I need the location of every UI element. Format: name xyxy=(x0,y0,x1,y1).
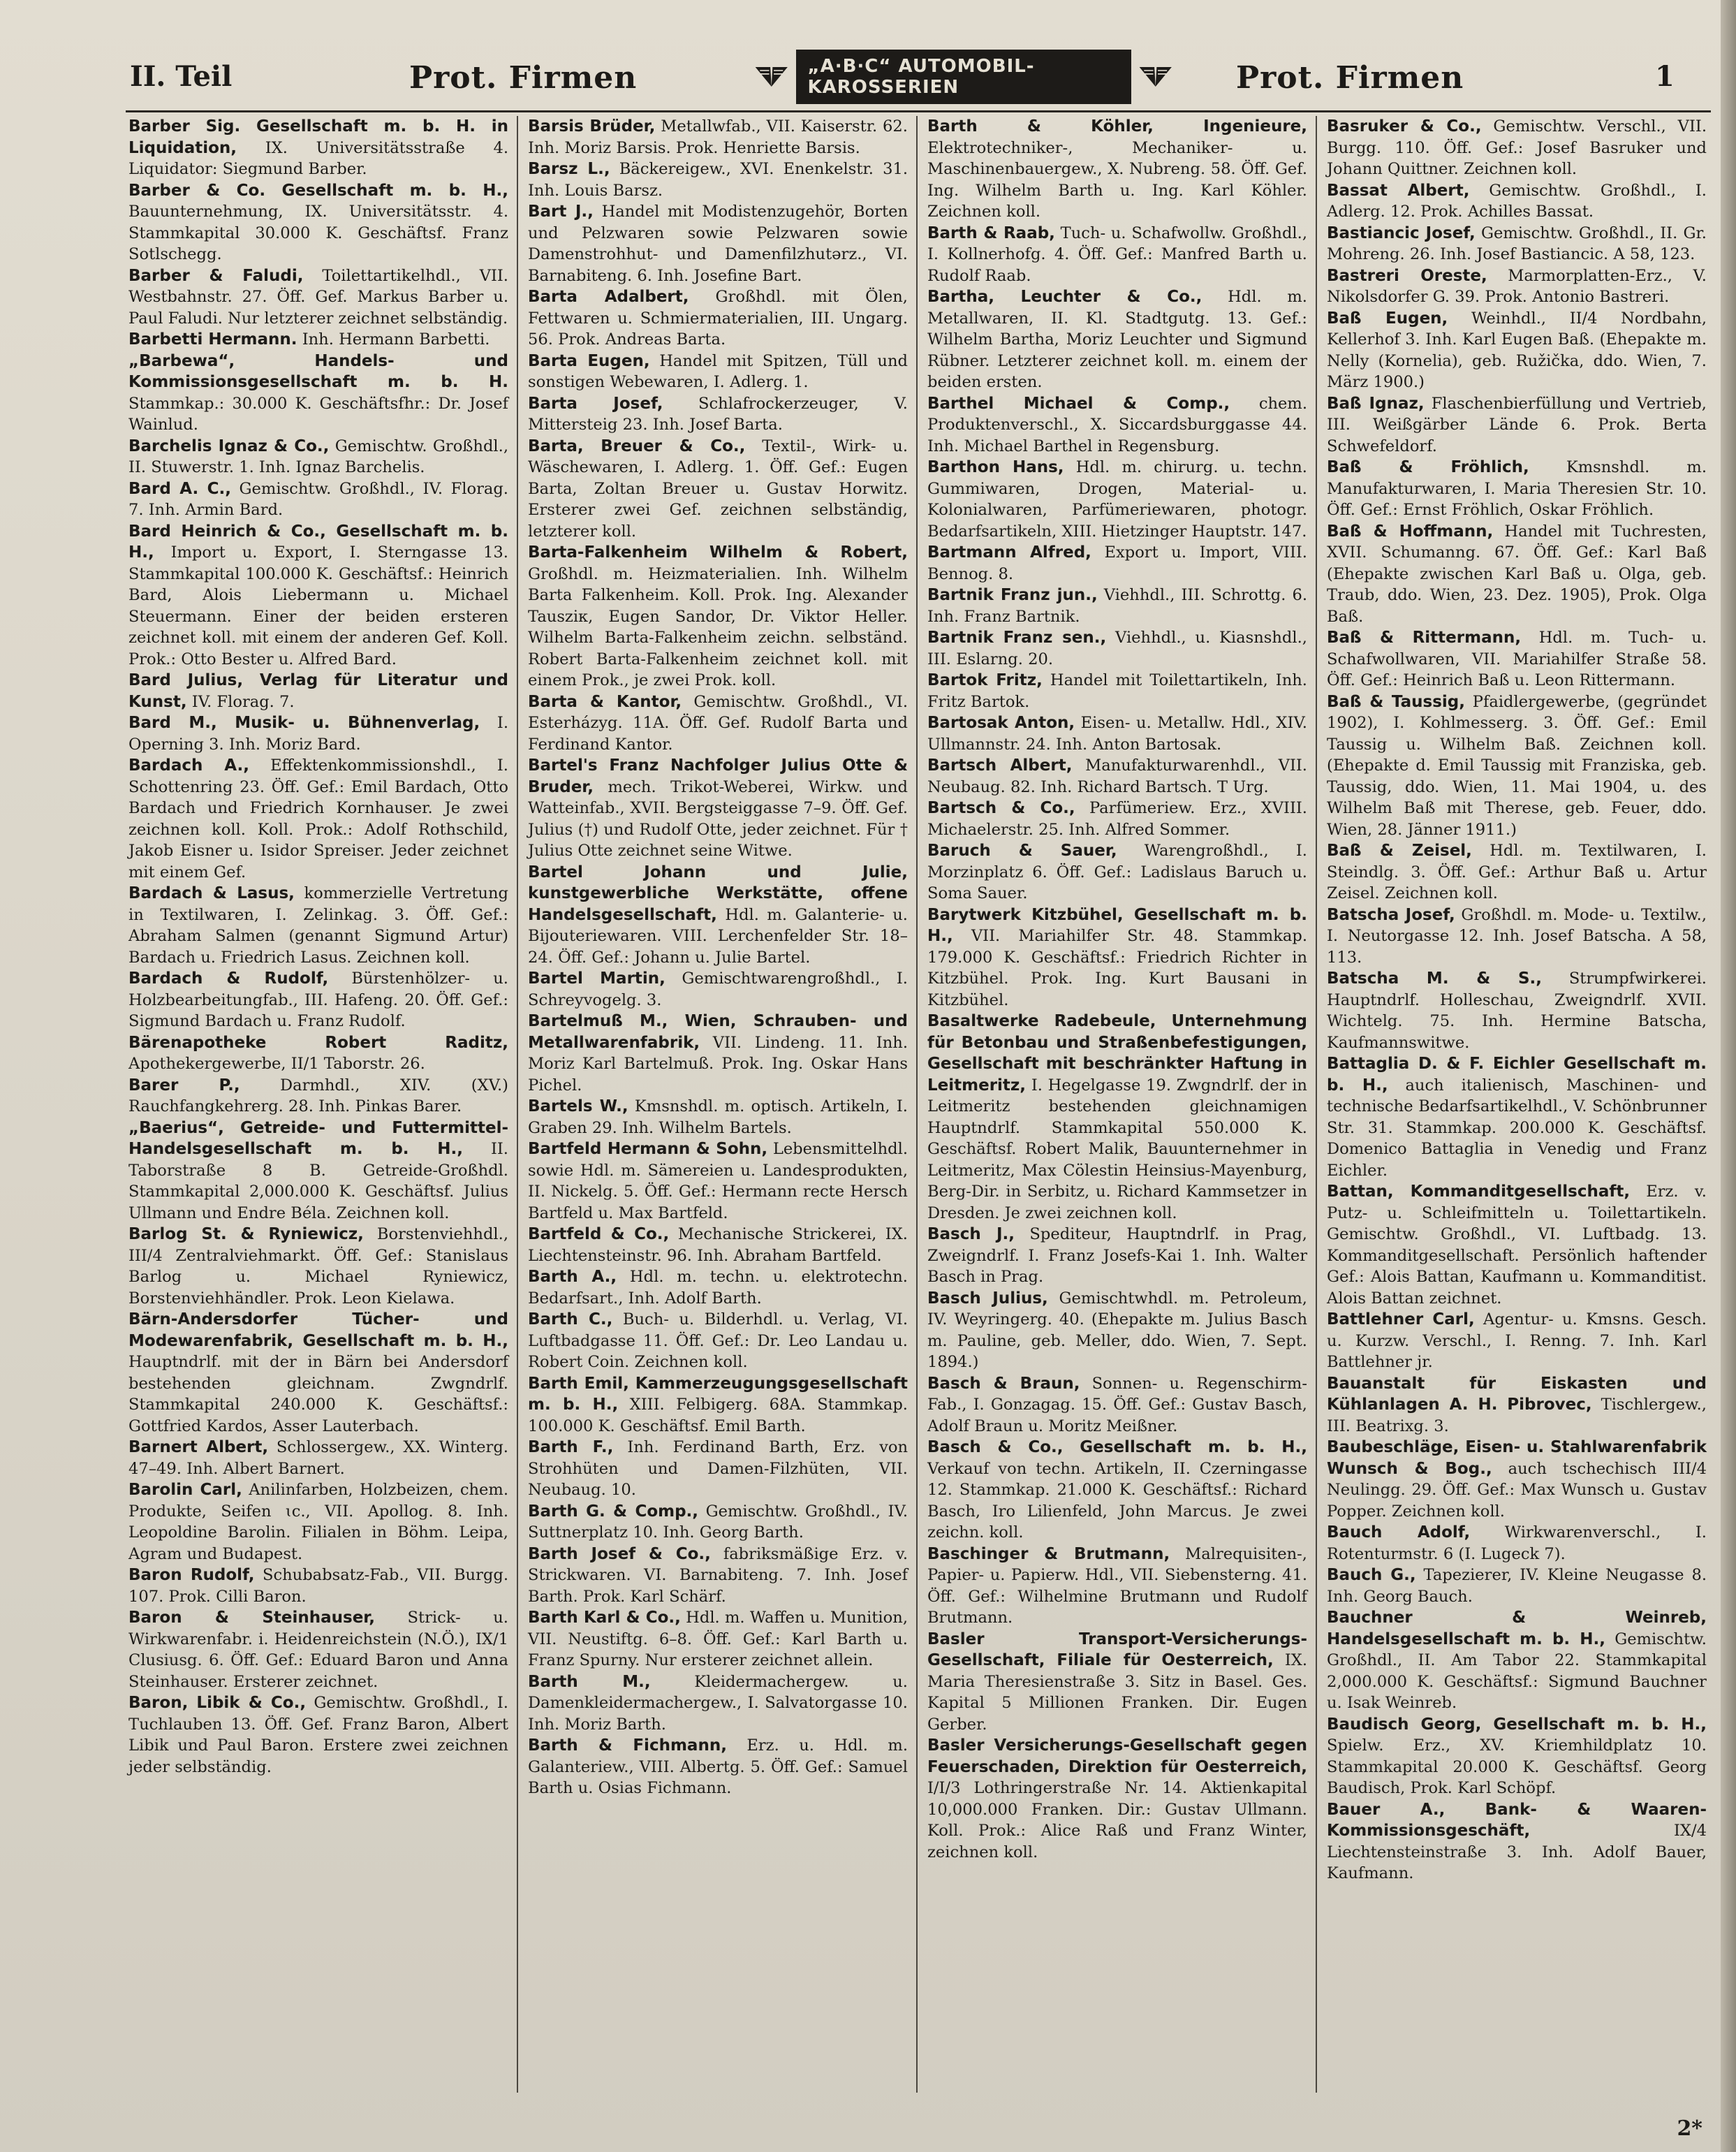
directory-entry xyxy=(128,883,508,968)
firm-details: Großhdl. m. Mode- u. Textilw., I. Neutorgasse 12. Inh. Josef Batscha. A 58, 113. xyxy=(1327,905,1707,967)
firm-name: Barth & Raab, xyxy=(927,224,1055,242)
firm-name: Barth & Fichmann, xyxy=(528,1736,727,1755)
firm-details: Wirkwarenverschl., I. Rotenturmstr. 6 (I. Lugeck 7). xyxy=(1327,1523,1707,1563)
firm-details: Flaschenbierfüllung und Vertrieb, III. Weißgärber Lände 6. Prok. Berta Schwefeldorf. xyxy=(1327,394,1707,455)
firm-details: Inh. Ferdinand Barth, Erz. von Strohhüten und Damen-Filzhüten, VII. Neubaug. 10. xyxy=(528,1438,908,1499)
firm-details: Metallwfab., VII. Kaiserstr. 62. Inh. Moriz Barsis. Prok. Henriette Barsis. xyxy=(528,117,908,157)
firm-name: Baß Ignaz, xyxy=(1327,394,1425,413)
firm-name: Bartelmuß M., Wien, Schrauben- und Metallwarenfabrik, xyxy=(528,1012,908,1052)
firm-details: Borstenviehhdl., III/4 Zentralviehmarkt. Öff. Gef.: Stanislaus Barlog u. Michael Ryniewicz, Borstenviehhändler. Prok. Leon Kielawa. xyxy=(128,1225,508,1308)
firm-name: Barthel Michael & Comp., xyxy=(927,394,1230,413)
directory-entry xyxy=(927,1224,1307,1288)
firm-name: Bartnik Franz jun., xyxy=(927,586,1098,604)
directory-entry xyxy=(1327,905,1707,969)
firm-name: Bartsch & Co., xyxy=(927,799,1075,817)
firm-details: Kmsnshdl. m. Manufakturwaren, I. Maria Theresien Str. 10. Öff. Gef.: Ernst Fröhlich, Oskar Fröhlich. xyxy=(1327,458,1707,519)
firm-name: Bastreri Oreste, xyxy=(1327,266,1487,285)
banner-text: „A·B·C“ AUTOMOBIL-KAROSSERIEN xyxy=(796,50,1132,104)
firm-details: Mechanische Strickerei, IX. Liechtensteinstr. 96. Inh. Abraham Bartfeld. xyxy=(528,1225,908,1265)
part-label: II. Teil xyxy=(130,60,233,93)
firm-name: Barthon Hans, xyxy=(927,458,1064,476)
directory-entry xyxy=(528,1266,908,1309)
firm-name: Bartnik Franz sen., xyxy=(927,629,1107,647)
firm-details: VII. Mariahilfer Str. 48. Stammkap. 179.000 K. Geschäftsf.: Friedrich Richter in Kitzbühel. Prok. Ing. Kurt Bausani in Kitzbühel. xyxy=(927,927,1307,1009)
directory-entry xyxy=(927,286,1307,393)
directory-entry xyxy=(128,968,508,1032)
firm-name: Bauanstalt für Eiskasten und Kühlanlagen A. H. Pibrovec, xyxy=(1327,1374,1707,1414)
firm-details: Hdl. m. Waffen u. Munition, VII. Neustiftg. 6–8. Öff. Gef.: Karl Barth u. Franz Spurny. Nur ersterer zeichnet allein. xyxy=(528,1609,908,1669)
firm-name: Bartfeld Hermann & Sohn, xyxy=(528,1140,768,1158)
firm-details: Manufakturwarenhdl., VII. Neubaug. 82. Inh. Richard Bartsch. T Urg. xyxy=(927,756,1307,796)
firm-name: Bard M., Musik- u. Bühnenverlag, xyxy=(128,714,480,732)
column-2 xyxy=(525,116,911,2093)
firm-details: Bäckereigew., XVI. Enenkelstr. 31. Inh. Louis Barsz. xyxy=(528,160,908,200)
firm-name: Basler Transport-Versicherungs-Gesellschaft, Filiale für Oesterreich, xyxy=(927,1630,1307,1669)
firm-name: Barchelis Ignaz & Co., xyxy=(128,437,330,455)
firm-name: Basruker & Co., xyxy=(1327,117,1482,136)
directory-entry xyxy=(128,116,508,180)
firm-details: IX. Maria Theresienstraße 3. Sitz in Basel. Ges. Kapital 5 Millionen Franken. Dir. Eugen Gerber. xyxy=(927,1651,1308,1734)
directory-entry xyxy=(927,712,1307,755)
directory-entry xyxy=(128,436,508,478)
winged-emblem-right-icon xyxy=(1138,61,1173,93)
firm-name: Bartel Johann und Julie, kunstgewerbliche Werkstätte, offene Handelsgesellschaft, xyxy=(528,863,908,924)
firm-details: Tischlergew., III. Beatrixg. 3. xyxy=(1327,1396,1707,1435)
directory-entry xyxy=(528,1437,908,1501)
directory-entry xyxy=(128,478,508,521)
firm-details: Gemischtwhdl. m. Petroleum, IV. Weyringerg. 40. (Ehepakte m. Julius Basch m. Pauline, geb. Meller, ddo. Wien, 7. Sept. 1894.) xyxy=(927,1289,1307,1371)
firm-details: Toilettartikelhdl., VII. Westbahnstr. 27. Öff. Gef. Markus Barber u. Paul Faludi. Nur letzterer zeichnet selbständig. xyxy=(128,266,508,328)
firm-details: Handel mit Tuchresten, XVII. Schumanng. 67. Öff. Gef.: Karl Baß (Ehepakte zwischen Karl Baß u. Olga, geb. Traub, ddo. Wien, 23. Dez. 1905), Prok. Olga Baß. xyxy=(1327,522,1707,626)
directory-entry xyxy=(528,159,908,201)
firm-name: Barbetti Hermann. xyxy=(128,330,297,349)
firm-name: Barolin Carl, xyxy=(128,1481,242,1499)
firm-details: I. Hegelgasse 19. Zwgndrlf. der in Leitmeritz bestehenden gleichnamigen Hauptndrlf. Stammkapital 550.000 K. Geschäftsf. Robert Malik, Bauunternehmer in Leitmeritz, Max Cölestin Heinsius-Mayenburg, Berg-Dir. in Serbitz, u. Richard Kammsetzer in Dresden. Je zwei zeichnen koll. xyxy=(927,1076,1307,1222)
firm-details: Marmorplatten-Erz., V. Nikolsdorfer G. 39. Prok. Antonio Bastreri. xyxy=(1327,266,1707,306)
directory-entry xyxy=(128,1437,508,1479)
firm-details: Warengroßhdl., I. Morzinplatz 6. Öff. Gef.: Ladislaus Baruch u. Soma Sauer. xyxy=(927,842,1307,902)
directory-entry xyxy=(528,1607,908,1671)
firm-name: Basch J., xyxy=(927,1225,1015,1243)
directory-entry xyxy=(528,201,908,286)
directory-entry xyxy=(927,1735,1307,1863)
column-1 xyxy=(126,116,511,2093)
firm-name: Bartel Martin, xyxy=(528,969,665,988)
firm-details: Bauunternehmung, IX. Universitätsstr. 4. Stammkapital 30.000 K. Geschäftsf. Franz Sotlschegg. xyxy=(128,203,508,263)
firm-name: Barta & Kantor, xyxy=(528,692,682,711)
firm-name: Basler Versicherungs-Gesellschaft gegen Feuerschaden, Direktion für Oesterreich, xyxy=(927,1736,1307,1776)
directory-entry xyxy=(528,1309,908,1373)
firm-details: I. Operning 3. Inh. Moriz Bard. xyxy=(128,714,508,754)
firm-name: Bard A. C., xyxy=(128,479,231,498)
directory-entry xyxy=(128,670,508,712)
firm-name: Basch Julius, xyxy=(927,1289,1048,1308)
firm-details: Gemischtw. Großhdl., VI. Esterházyg. 11A. Öff. Gef. Rudolf Barta und Ferdinand Kantor. xyxy=(528,692,909,754)
firm-name: Barytwerk Kitzbühel, Gesellschaft m. b. H., xyxy=(927,905,1307,945)
directory-entry xyxy=(1327,180,1707,223)
directory-entry xyxy=(128,1479,508,1565)
column-4 xyxy=(1324,116,1709,2093)
firm-details: Effektenkommissionshdl., I. Schottenring 23. Öff. Gef.: Emil Bardach, Otto Bardach und Friedrich Kornhauser. Je zwei zeichnen koll. Koll. Prok.: Adolf Rothschild, Jakob Eisner u. Isidor Spreiser. Jeder zeichnet mit einem Gef. xyxy=(128,756,508,881)
firm-name: Barsis Brüder, xyxy=(528,117,656,136)
firm-name: Baß & Zeisel, xyxy=(1327,842,1472,860)
firm-name: Batscha Josef, xyxy=(1327,905,1455,924)
firm-details: auch tschechisch III/4 Neulingg. 29. Öff. Gef.: Max Wunsch u. Gustav Popper. Zeichnen koll. xyxy=(1327,1459,1707,1521)
firm-details: Hdl. m. Metallwaren, II. Kl. Stadtgutg. 13. Gef.: Wilhelm Bartha, Moriz Leuchter und Sigmund Rübner. Letzterer zeichnet koll. m. einem der beiden ersten. xyxy=(927,288,1307,391)
firm-name: Battaglia D. & F. Eichler Gesellschaft m. b. H., xyxy=(1327,1055,1707,1095)
firm-details: Handel mit Modistenzugehör, Borten und Pelzwaren sowie Pelzwaren sowie Damenstrohhut- und Damenfilzhutərz., VI. Barnabiteng. 6. Inh. Josefine Bart. xyxy=(528,203,908,285)
page-edge-shadow xyxy=(1721,0,1736,2152)
firm-details: Pfaidlergewerbe, (gegründet 1902), I. Kohlmesserg. 3. Öff. Gef.: Emil Taussig u. Wilhelm Baß. Zeichnen koll. (Ehepakte d. Emil Taussig mit Franziska, geb. Taussig, ddo. Wien, 11. Mai 1904, u. des Wilhelm Baß mit Therese, geb. Feuer, ddo. Wien, 28. Jänner 1911.) xyxy=(1327,692,1707,839)
directory-entry xyxy=(1327,223,1707,265)
directory-entry xyxy=(927,1288,1307,1373)
firm-name: Bartsch Albert, xyxy=(927,756,1073,775)
firm-name: Baudisch Georg, Gesellschaft m. b. H., xyxy=(1327,1715,1707,1734)
firm-name: Barth & Köhler, Ingenieure, xyxy=(927,117,1307,136)
firm-name: Bardach A., xyxy=(128,756,249,775)
directory-entry xyxy=(927,1544,1307,1629)
directory-entry xyxy=(528,968,908,1011)
firm-name: Barth A., xyxy=(528,1268,617,1286)
firm-name: Barlog St. & Ryniewicz, xyxy=(128,1225,364,1243)
directory-entry xyxy=(1327,1799,1707,1884)
firm-name: Bauer A., Bank- & Waaren-Kommissionsgeschäft, xyxy=(1327,1800,1707,1840)
firm-details: Gemischtw. Großhdl., II. Stuwerstr. 1. Inh. Ignaz Barchelis. xyxy=(128,437,509,476)
firm-details: Hdl. m. Tuch- u. Schafwollwaren, VII. Mariahilfer Straße 58. Öff. Gef.: Heinrich Baß u. Leon Rittermann. xyxy=(1327,629,1707,689)
firm-name: Barta Josef, xyxy=(528,394,663,413)
firm-name: Bard Heinrich & Co., Gesellschaft m. b. H., xyxy=(128,522,508,562)
firm-details: Schlossergew., XX. Winterg. 47–49. Inh. Albert Barnert. xyxy=(128,1438,508,1478)
directory-entry xyxy=(128,1224,508,1309)
directory-entry xyxy=(528,1096,908,1139)
firm-details: Buch- u. Bilderhdl. u. Verlag, VI. Luftbadgasse 11. Öff. Gef.: Dr. Leo Landau u. Robert Coin. Zeichnen koll. xyxy=(528,1310,909,1371)
page-number: 1 xyxy=(1655,60,1675,93)
firm-details: Gemischtw. Großhdl., I. Tuchlauben 13. Öff. Gef. Franz Baron, Albert Libik und Paul Baron. Erstere zwei zeichnen jeder selbständig. xyxy=(128,1694,508,1776)
directory-entry xyxy=(927,905,1307,1011)
directory-entry xyxy=(128,1118,508,1224)
firm-name: Basch & Co., Gesellschaft m. b. H., xyxy=(927,1438,1307,1456)
directory-entry xyxy=(1327,968,1707,1053)
column-divider xyxy=(517,116,518,2093)
winged-emblem-left-icon xyxy=(754,61,789,93)
firm-name: Barth Karl & Co., xyxy=(528,1609,681,1627)
firm-name: Bärn-Andersdorfer Tücher- und Modewarenfabrik, Gesellschaft m. b. H., xyxy=(128,1310,508,1350)
directory-entry xyxy=(528,542,908,691)
directory-entry xyxy=(528,1671,908,1736)
directory-entry xyxy=(927,755,1307,798)
firm-name: Barber & Co. Gesellschaft m. b. H., xyxy=(128,181,508,200)
firm-details: Darmhdl., XIV. (XV.) Rauchfangkehrerg. 28. Inh. Pinkas Barer. xyxy=(128,1076,508,1115)
directory-entry xyxy=(128,1075,508,1118)
firm-details: Agentur- u. Kmsns. Gesch. u. Kurzw. Verschl., I. Renng. 7. Inh. Karl Battlehner jr. xyxy=(1327,1310,1707,1371)
firm-details: chem. Produktenverschl., X. Siccardsburggasse 44. Inh. Michael Barthel in Regensburg. xyxy=(927,394,1307,455)
firm-details: VII. Lindeng. 11. Inh. Moriz Karl Bartelmuß. Prok. Ing. Oskar Hans Pichel. xyxy=(528,1033,908,1095)
directory-entry xyxy=(128,712,508,755)
directory-entry xyxy=(1327,1714,1707,1799)
firm-name: Barer P., xyxy=(128,1076,240,1095)
directory-entry xyxy=(128,265,508,330)
firm-name: Barth G. & Comp., xyxy=(528,1502,699,1521)
firm-name: Bärenapotheke Robert Raditz, xyxy=(128,1033,508,1052)
directory-entry xyxy=(1327,1309,1707,1373)
firm-name: Bard Julius, Verlag für Literatur und Kunst, xyxy=(128,671,508,711)
firm-details: Tapezierer, IV. Kleine Neugasse 8. Inh. Georg Bauch. xyxy=(1327,1566,1707,1606)
firm-name: Barth C., xyxy=(528,1310,613,1328)
firm-details: Inh. Hermann Barbetti. xyxy=(302,330,490,349)
directory-entry xyxy=(128,755,508,883)
firm-details: kommerzielle Vertretung in Textilwaren, I. Zelinkag. 3. Öff. Gef.: Abraham Salmen (genannt Sigmund Artur) Bardach u. Friedrich Lasus. Zeichnen koll. xyxy=(128,884,508,967)
directory-entry xyxy=(128,351,508,436)
firm-name: Bauchner & Weinreb, Handelsgesellschaft m. b. H., xyxy=(1327,1609,1707,1648)
firm-details: Gemischtw. Verschl., VII. Burgg. 110. Öff. Gef.: Josef Basruker und Johann Quittner. Zeichnen koll. xyxy=(1327,117,1707,178)
firm-details: Spielw. Erz., XV. Kriemhildplatz 10. Stammkapital 20.000 K. Geschäftsf. Georg Baudisch, Prok. Karl Schöpf. xyxy=(1327,1736,1707,1797)
directory-entry xyxy=(528,1011,908,1096)
firm-details: Gemischtw. Großhdl., II. Gr. Mohreng. 26. Inh. Josef Bastiancic. A 58, 123. xyxy=(1327,224,1707,263)
firm-name: Basaltwerke Radebeule, Unternehmung für Betonbau und Straßenbefestigungen, Gesellschaft mit beschränkter Haftung in Leitmeritz, xyxy=(927,1012,1307,1095)
directory-entry xyxy=(528,862,908,969)
directory-entry xyxy=(1327,691,1707,841)
directory-entry xyxy=(1327,457,1707,521)
directory-entry xyxy=(927,393,1307,458)
firm-details: Tuch- u. Schafwollw. Großhdl., I. Kollnerhofg. 4. Öff. Gef.: Manfred Barth u. Rudolf Raab. xyxy=(927,224,1307,285)
column-3 xyxy=(925,116,1310,2093)
firm-details: auch italienisch, Maschinen- und technische Bedarfsartikelhdl., V. Schönbrunner Str. 31. Stammkap. 200.000 K. Geschäftsf. Domenico Battaglia in Venedig und Franz Eichler. xyxy=(1327,1076,1707,1180)
directory-entry xyxy=(927,798,1307,840)
firm-name: Bartosak Anton, xyxy=(927,714,1075,732)
directory-entry xyxy=(528,1373,908,1437)
firm-name: Baß & Fröhlich, xyxy=(1327,458,1529,476)
firm-details: Hdl. m. Textilwaren, I. Steindlg. 3. Öff. Gef.: Arthur Baß u. Artur Zeisel. Zeichnen koll. xyxy=(1327,842,1707,902)
firm-details: Hdl. m. Galanterie- u. Bijouteriewaren. VIII. Lerchenfelder Str. 18–24. Öff. Gef.: Johann u. Julie Bartel. xyxy=(528,905,908,967)
firm-details: Hdl. m. chirurg. u. techn. Gummiwaren, Drogen, Material- u. Kolonialwaren, Parfümeriewaren, photogr. Bedarfsartikeln, XIII. Hietzinger Hauptstr. 147. xyxy=(927,458,1307,541)
firm-name: Bauch Adolf, xyxy=(1327,1523,1471,1542)
firm-details: Großhdl. m. Heizmaterialien. Inh. Wilhelm Barta Falkenheim. Koll. Prok. Ing. Alexander Tausziκ, Eugen Sandor, Dr. Viktor Heller. Wilhelm Barta-Falkenheim zeichn. selbständ. Robert Barta-Falkenheim zeichnet koll. mit einem Prok., je zwei Prok. koll. xyxy=(528,564,908,689)
firm-details: Gemischtw. Großhdl., II. Am Tabor 22. Stammkapital 2,000.000 K. Geschäftsf.: Sigmund Bauchner u. Isak Weinreb. xyxy=(1327,1630,1707,1712)
column-divider xyxy=(1316,116,1317,2093)
directory-entry xyxy=(1327,1053,1707,1181)
firm-details: IX/4 Liechtensteinstraße 3. Inh. Adolf Bauer, Kaufmann. xyxy=(1327,1822,1707,1882)
firm-details: Bürstenhölzer- u. Holzbearbeitungfab., III. Hafeng. 20. Öff. Gef.: Sigmund Bardach u. Franz Rudolf. xyxy=(128,969,508,1030)
firm-details: Handel mit Toilettartikeln, Inh. Fritz Bartok. xyxy=(927,671,1307,711)
directory-entry xyxy=(927,585,1307,627)
directory-entry xyxy=(927,1629,1307,1736)
firm-details: fabriksmäßige Erz. v. Strickwaren. VI. Barnabiteng. 7. Inh. Josef Barth. Prok. Karl Schärf. xyxy=(528,1544,908,1606)
firm-name: Bassat Albert, xyxy=(1327,181,1470,200)
section-title-left: Prot. Firmen xyxy=(409,60,638,96)
firm-name: „Baerius“, Getreide- und Futtermittel-Handelsgesellschaft m. b. H., xyxy=(128,1118,508,1158)
firm-name: Basch & Braun, xyxy=(927,1374,1080,1393)
firm-details: Spediteur, Hauptndrlf. in Prag, Zweigndrlf. I. Franz Josefs-Kai 1. Inh. Walter Basch in Prag. xyxy=(927,1225,1307,1286)
directory-entry xyxy=(1327,265,1707,308)
firm-details: Weinhdl., II/4 Nordbahn, Kellerhof 3. Inh. Karl Eugen Baß. (Ehepakte m. Nelly (Kornelia), geb. Ružička, ddo. Wien, 7. März 1900.) xyxy=(1327,309,1707,391)
directory-entry xyxy=(528,351,908,393)
firm-name: Bartok Fritz, xyxy=(927,671,1043,689)
page-header xyxy=(126,54,1711,103)
firm-name: Barber & Faludi, xyxy=(128,266,304,285)
directory-entry xyxy=(927,670,1307,712)
column-divider xyxy=(916,116,918,2093)
directory-entry xyxy=(1327,1522,1707,1565)
firm-details: Malrequisiten-, Papier- u. Papierw. Hdl., VII. Siebensterng. 41. Öff. Gef.: Wilhelmine Brutmann und Rudolf Brutmann. xyxy=(927,1544,1307,1627)
firm-details: Stammkap.: 30.000 K. Geschäftsfhr.: Dr. Josef Wainlud. xyxy=(128,394,508,434)
directory-entry xyxy=(1327,840,1707,905)
directory-entry xyxy=(927,840,1307,905)
firm-details: Großhdl. mit Ölen, Fettwaren u. Schmiermaterialien, III. Ungarg. 56. Prok. Andreas Barta. xyxy=(528,288,908,349)
directory-entry xyxy=(128,1692,508,1778)
directory-entry xyxy=(1327,1437,1707,1522)
directory-entry xyxy=(128,1565,508,1607)
firm-details: Kmsnshdl. m. optisch. Artikeln, I. Graben 29. Inh. Wilhelm Bartels. xyxy=(528,1097,908,1137)
firm-details: Hdl. m. techn. u. elektrotechn. Bedarfsart., Inh. Adolf Barth. xyxy=(528,1268,908,1308)
firm-name: Barth Emil, Kammerzeugungsgesellschaft m. b. H., xyxy=(528,1374,908,1414)
directory-entry xyxy=(528,436,908,543)
directory-entry xyxy=(128,1032,508,1075)
firm-details: Apothekergewerbe, II/1 Taborstr. 26. xyxy=(128,1055,425,1073)
firm-name: Bartmann Alfred, xyxy=(927,543,1091,562)
firm-details: Verkauf von techn. Artikeln, II. Czerningasse 12. Stammkap. 21.000 K. Geschäftsf.: Richard Basch, Iro Lilienfeld, John Marcus. Je zwei zeichn. koll. xyxy=(927,1459,1307,1542)
firm-details: Import u. Export, I. Sterngasse 13. Stammkapital 100.000 K. Geschäftsf.: Heinrich Bard, Alois Liebermann u. Michael Steuermann. Einer der beiden ersteren zeichnet koll. mit einem der anderen Gef. Koll. Prok.: Otto Bester u. Alfred Bard. xyxy=(128,543,508,668)
firm-details: Elektrotechniker-, Mechaniker- u. Maschinenbauergew., X. Nubreng. 58. Öff. Gef. Ing. Wilhelm Barth u. Ing. Karl Köhler. Zeichnen koll. xyxy=(927,138,1307,221)
firm-name: Barta Eugen, xyxy=(528,351,650,370)
firm-name: Bartel's Franz Nachfolger Julius Otte & Bruder, xyxy=(528,756,908,796)
firm-name: Baß Eugen, xyxy=(1327,309,1448,328)
directory-entry xyxy=(528,755,908,862)
firm-name: Barber Sig. Gesellschaft m. b. H. in Liquidation, xyxy=(128,117,508,157)
firm-details: Schlafrockerzeuger, V. Mittersteig 23. Inh. Josef Barta. xyxy=(528,394,908,434)
firm-name: Barta Adalbert, xyxy=(528,288,689,306)
directory-entry xyxy=(1327,393,1707,458)
directory-entry xyxy=(927,116,1307,223)
firm-details: Kleidermachergew. u. Damenkleidermachergew., I. Salvatorgasse 10. Inh. Moriz Barth. xyxy=(528,1672,908,1734)
directory-entry xyxy=(927,1437,1307,1544)
firm-name: Batscha M. & S., xyxy=(1327,969,1542,988)
directory-entry xyxy=(128,1607,508,1692)
directory-entry xyxy=(128,180,508,265)
firm-name: Bartha, Leuchter & Co., xyxy=(927,288,1202,306)
firm-name: Baß & Taussig, xyxy=(1327,692,1465,711)
firm-details: I/I/3 Lothringerstraße Nr. 14. Aktienkapital 10,000.000 Franken. Dir.: Gustav Ullmann. Koll. Prok.: Alice Raß und Franz Winter, zeichnen koll. xyxy=(927,1779,1307,1861)
directory-entry xyxy=(927,627,1307,670)
section-title-right: Prot. Firmen xyxy=(1236,60,1464,96)
directory-entry xyxy=(1327,1373,1707,1437)
firm-details: Anilinfarben, Holzbeizen, chem. Produkte, Seifen ɩc., VII. Apollog. 8. Inh. Leopoldine Barolin. Filialen in Böhm. Leipa, Agram und Budapest. xyxy=(128,1481,508,1563)
firm-name: Barta, Breuer & Co., xyxy=(528,437,746,455)
firm-details: Gemischtw. Großhdl., IV. Florag. 7. Inh. Armin Bard. xyxy=(128,479,508,519)
firm-details: Viehhdl., u. Kiasnshdl., III. Eslarng. 20. xyxy=(927,629,1307,668)
directory-entry xyxy=(927,1011,1307,1224)
signature-mark: 2* xyxy=(1677,2116,1702,2141)
firm-name: Baubeschläge, Eisen- u. Stahlwarenfabrik Wunsch & Bog., xyxy=(1327,1438,1707,1478)
firm-details: Strick- u. Wirkwarenfabr. i. Heidenreichstein (N.Ö.), IX/1 Clusiusg. 6. Öff. Gef.: Eduard Baron und Anna Steinhauser. Ersterer zeichnet. xyxy=(128,1609,508,1691)
firm-name: Bart J., xyxy=(528,203,594,221)
entry-columns xyxy=(126,116,1711,2093)
firm-name: Barth Josef & Co., xyxy=(528,1544,711,1563)
advertisement-banner xyxy=(754,56,1173,98)
firm-name: Battlehner Carl, xyxy=(1327,1310,1475,1328)
firm-name: Baß & Hoffmann, xyxy=(1327,522,1494,541)
directory-entry xyxy=(528,116,908,159)
firm-name: „Barbewa“, Handels- und Kommissionsgesellschaft m. b. H. xyxy=(128,351,508,391)
firm-name: Barta-Falkenheim Wilhelm & Robert, xyxy=(528,543,908,562)
firm-details: Parfümeriew. Erz., XVIII. Michaelerstr. 25. Inh. Alfred Sommer. xyxy=(927,799,1307,839)
firm-details: Sonnen- u. Regenschirm-Fab., I. Gonzagag. 15. Öff. Gef.: Gustav Basch, Adolf Braun u. Moritz Meißner. xyxy=(927,1374,1307,1435)
firm-details: Export u. Import, VIII. Bennog. 8. xyxy=(927,543,1307,583)
firm-details: Lebensmittelhdl. sowie Hdl. m. Sämereien u. Landesprodukten, II. Nickelg. 5. Öff. Gef.: Hermann recte Hersch Bartfeld u. Max Bartfeld. xyxy=(528,1140,908,1222)
directory-entry xyxy=(927,1373,1307,1437)
firm-name: Bardach & Rudolf, xyxy=(128,969,329,988)
firm-details: IV. Florag. 7. xyxy=(191,692,295,711)
firm-name: Baron & Steinhauser, xyxy=(128,1609,376,1627)
firm-details: Handel mit Spitzen, Tüll und sonstigen Webewaren, I. Adlerg. 1. xyxy=(528,351,908,391)
directory-entry xyxy=(128,1309,508,1437)
firm-details: Viehhdl., III. Schrottg. 6. Inh. Franz Bartnik. xyxy=(927,586,1307,626)
directory-entry xyxy=(528,1224,908,1266)
firm-details: Erz. v. Putz- u. Schleifmitteln u. Toilettartikeln. Gemischtw. Großhdl., VI. Luftbadg. 13. Kommanditgesellschaft. Persönlich haftender Gef.: Alois Battan, Kaufmann u. Kommanditist. Alois Battan zeichnet. xyxy=(1327,1183,1707,1308)
firm-details: IX. Universitätsstraße 4. Liquidator: Siegmund Barber. xyxy=(128,138,508,178)
directory-entry xyxy=(1327,627,1707,691)
firm-details: Gemischtwarengroßhdl., I. Schreyvogelg. 3. xyxy=(528,969,908,1009)
directory-entry xyxy=(927,223,1307,287)
firm-name: Barsz L., xyxy=(528,160,610,178)
directory-entry xyxy=(528,1544,908,1608)
firm-details: Gemischtw. Großhdl., IV. Suttnerplatz 10. Inh. Georg Barth. xyxy=(528,1502,908,1542)
firm-details: Textil-, Wirk- u. Wäschewaren, I. Adlerg. 1. Öff. Gef.: Eugen Barta, Zoltan Breuer u. Gustav Horwitz. Ersterer zwei Gef. zeichnen selbständig, letzterer koll. xyxy=(528,437,909,541)
directory-entry xyxy=(1327,1181,1707,1309)
directory-entry xyxy=(528,691,908,756)
firm-name: Barth F., xyxy=(528,1438,614,1456)
firm-details: XIII. Felbigerg. 68A. Stammkap. 100.000 K. Geschäftsf. Emil Barth. xyxy=(528,1396,908,1435)
directory-entry xyxy=(528,393,908,436)
firm-details: Eisen- u. Metallw. Hdl., XIV. Ullmannstr. 24. Inh. Anton Bartosak. xyxy=(927,714,1307,754)
firm-details: Hauptndrlf. mit der in Bärn bei Andersdorf bestehenden gleichnam. Zwgndrlf. Stammkapital 240.000 K. Geschäftsf.: Gottfried Kardos, Asser Lauterbach. xyxy=(128,1353,508,1435)
firm-name: Barth M., xyxy=(528,1672,651,1691)
firm-details: II. Taborstraße 8 B. Getreide-Großhdl. Stammkapital 2,000.000 K. Geschäftsf. Julius Ullmann und Endre Béla. Zeichnen koll. xyxy=(128,1140,508,1222)
header-rule xyxy=(126,110,1711,112)
directory-entry xyxy=(528,286,908,351)
firm-details: Erz. u. Hdl. m. Galanteriew., VIII. Albertg. 5. Öff. Gef.: Samuel Barth u. Osias Fichmann. xyxy=(528,1736,909,1797)
directory-entry xyxy=(528,1735,908,1799)
directory-entry xyxy=(128,521,508,671)
firm-name: Baß & Rittermann, xyxy=(1327,629,1522,647)
directory-entry xyxy=(1327,116,1707,180)
firm-name: Baruch & Sauer, xyxy=(927,842,1117,860)
firm-name: Bardach & Lasus, xyxy=(128,884,295,902)
firm-details: Gemischtw. Großhdl., I. Adlerg. 12. Prok. Achilles Bassat. xyxy=(1327,181,1707,221)
firm-name: Bastiancic Josef, xyxy=(1327,224,1476,242)
directory-entry xyxy=(1327,1565,1707,1607)
directory-entry xyxy=(1327,1607,1707,1714)
firm-details: Schubabsatz-Fab., VII. Burgg. 107. Prok. Cilli Baron. xyxy=(128,1566,509,1606)
directory-entry xyxy=(528,1501,908,1544)
directory-entry xyxy=(128,329,508,351)
directory-entry xyxy=(1327,521,1707,628)
firm-name: Bauch G., xyxy=(1327,1566,1416,1584)
directory-entry xyxy=(528,1139,908,1224)
firm-details: Strumpfwirkerei. Hauptndrlf. Holleschau, Zweigndrlf. XVII. Wichtelg. 75. Inh. Hermine Batscha, Kaufmannswitwe. xyxy=(1327,969,1707,1052)
firm-name: Baron Rudolf, xyxy=(128,1566,255,1584)
firm-name: Bartfeld & Co., xyxy=(528,1225,670,1243)
firm-name: Baron, Libik & Co., xyxy=(128,1694,307,1712)
firm-name: Barnert Albert, xyxy=(128,1438,269,1456)
firm-name: Battan, Kommanditgesellschaft, xyxy=(1327,1183,1631,1201)
firm-details: mech. Trikot-Weberei, Wirkw. und Watteinfab., XVII. Bergsteiggasse 7–9. Öff. Gef. Julius (†) und Rudolf Otte, jeder zeichnet. Für † Julius Otte zeichnet seine Witwe. xyxy=(528,777,908,860)
directory-entry xyxy=(927,457,1307,542)
directory-entry xyxy=(1327,308,1707,393)
firm-name: Bartels W., xyxy=(528,1097,628,1115)
firm-name: Baschinger & Brutmann, xyxy=(927,1544,1170,1563)
directory-entry xyxy=(927,542,1307,585)
